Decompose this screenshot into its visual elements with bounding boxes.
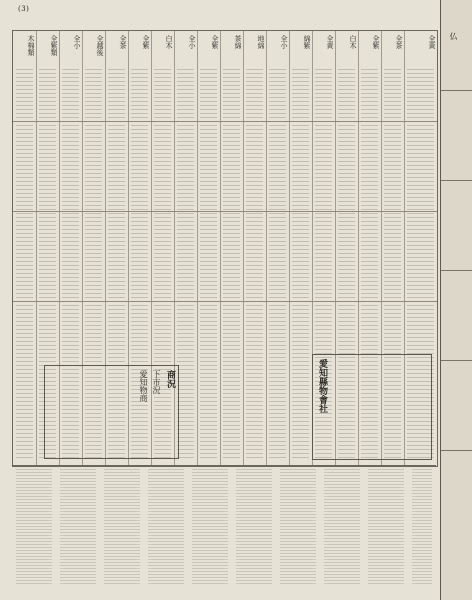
table-column: 茶綿 bbox=[220, 31, 244, 466]
table-column: 全黃 bbox=[404, 31, 437, 466]
table-column: 綿紫 bbox=[289, 31, 313, 466]
table-column: 地綿 bbox=[243, 31, 267, 466]
trade-title: 下市況 bbox=[152, 370, 161, 394]
table-column: 全紫 bbox=[358, 31, 382, 466]
table-column: 木棉類 bbox=[13, 31, 37, 466]
association-notice bbox=[312, 354, 432, 460]
note-title: 愛知物商 bbox=[139, 370, 148, 402]
table-divider bbox=[13, 121, 437, 122]
right-margin-title: 仏 bbox=[449, 32, 458, 40]
table-divider bbox=[13, 301, 437, 302]
table-column: 白木 bbox=[335, 31, 359, 466]
table-divider bbox=[13, 211, 437, 212]
table-column: 全越後 bbox=[82, 31, 106, 466]
table-column: 白木 bbox=[151, 31, 175, 466]
page-number: (3) bbox=[18, 5, 30, 13]
table-column: 全小 bbox=[59, 31, 83, 466]
market-conditions-box bbox=[44, 365, 179, 459]
table-column: 全黄 bbox=[312, 31, 336, 466]
right-margin-column bbox=[440, 0, 472, 600]
table-column: 全小 bbox=[266, 31, 290, 466]
table-column: 全紫 bbox=[128, 31, 152, 466]
table-column: 全紫 bbox=[197, 31, 221, 466]
table-column: 全茶 bbox=[105, 31, 129, 466]
table-column: 全紫類 bbox=[36, 31, 60, 466]
table-column: 全茶 bbox=[381, 31, 405, 466]
table-column: 全小 bbox=[174, 31, 198, 466]
market-title: 商況 bbox=[165, 370, 175, 388]
association-title: 愛知縣物會社 bbox=[317, 359, 327, 413]
lower-text-block bbox=[12, 465, 436, 588]
